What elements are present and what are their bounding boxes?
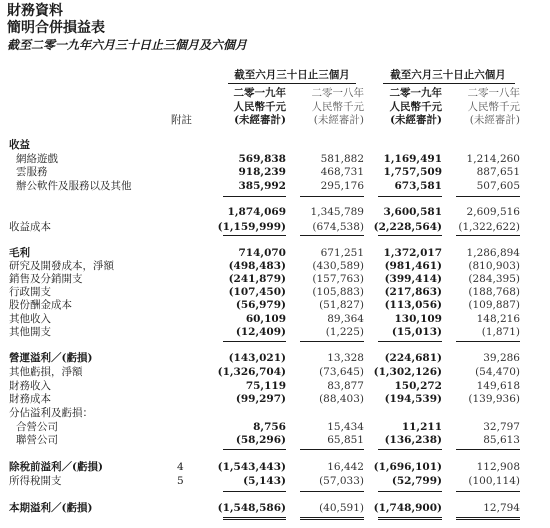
- cell-value: (217,863): [384, 286, 442, 298]
- table-row: [0, 502, 550, 515]
- row-label: 聯營公司: [16, 434, 58, 446]
- row-label: 銷售及分銷開支: [9, 273, 83, 285]
- row-label: 股份酬金成本: [9, 299, 72, 311]
- subtotal-rule: [378, 341, 442, 342]
- cell-value: 581,882: [320, 153, 364, 165]
- row-label: 網絡遊戲: [16, 153, 58, 165]
- cell-value: 89,364: [327, 313, 364, 325]
- cell-value: (143,021): [228, 352, 286, 364]
- cell-value: 1,757,509: [383, 166, 442, 178]
- total-double-rule: [378, 517, 442, 520]
- row-label: 辦公軟件及服務以及其他: [16, 180, 132, 192]
- total-double-rule: [300, 517, 364, 520]
- cell-value: (100,114): [468, 475, 520, 487]
- cell-value: 65,851: [327, 434, 364, 446]
- cell-value: 150,272: [394, 380, 442, 392]
- cell-value: (88,403): [319, 393, 364, 405]
- row-label: 行政開支: [9, 286, 51, 298]
- table-row: [0, 180, 550, 193]
- cell-value: 468,731: [320, 166, 364, 178]
- row-note: 5: [177, 475, 184, 487]
- table-row: [0, 166, 550, 179]
- cell-value: 60,109: [245, 313, 286, 325]
- note-header: 附註: [171, 114, 192, 126]
- cell-value: 149,618: [476, 380, 520, 392]
- cell-value: 569,838: [238, 153, 286, 165]
- cell-value: 887,651: [476, 166, 520, 178]
- table-row: [0, 434, 550, 447]
- cell-value: (5,143): [243, 475, 286, 487]
- cell-value: (284,395): [468, 273, 520, 285]
- three-months-header: 截至六月三十日止三個月: [234, 69, 350, 81]
- cell-value: (1,748,900): [373, 502, 442, 514]
- cell-value: (1,543,443): [217, 461, 286, 473]
- cell-value: (58,296): [235, 434, 286, 446]
- cell-value: 15,434: [327, 421, 364, 433]
- subtotal-rule: [223, 196, 286, 197]
- cell-value: (157,763): [312, 273, 364, 285]
- table-row: [0, 393, 550, 406]
- total-double-rule: [223, 517, 286, 520]
- cell-value: 714,070: [238, 247, 286, 259]
- cell-value: (54,470): [475, 366, 520, 378]
- row-label: 財務收入: [9, 380, 51, 392]
- cell-value: 112,908: [476, 461, 520, 473]
- subtotal-rule: [378, 449, 442, 450]
- cell-value: 671,251: [320, 247, 364, 259]
- cell-value: (241,879): [228, 273, 286, 285]
- subtotal-rule: [378, 491, 442, 492]
- cell-value: (51,827): [319, 299, 364, 311]
- total-double-rule: [456, 517, 520, 520]
- cell-value: 75,119: [245, 380, 286, 392]
- cell-value: 39,286: [483, 352, 520, 364]
- col2-header: 二零一八年 人民幣千元 (未經審計): [311, 87, 364, 126]
- row-label: 所得稅開支: [9, 475, 62, 487]
- col4-header: 二零一八年 人民幣千元 (未經審計): [467, 87, 520, 126]
- subtotal-rule: [378, 196, 442, 197]
- row-label: 合營公司: [16, 421, 58, 433]
- subtotal-rule: [456, 196, 520, 197]
- table-row: [0, 326, 550, 339]
- cell-value: (1,548,586): [217, 502, 286, 514]
- table-row: [0, 273, 550, 286]
- six-months-header: 截至六月三十日止六個月: [390, 69, 506, 81]
- statement-title: 簡明合併損益表: [7, 20, 105, 36]
- subtotal-rule: [456, 491, 520, 492]
- table-row: [0, 221, 550, 234]
- cell-value: (810,903): [468, 260, 520, 272]
- cell-value: 1,169,491: [383, 153, 442, 165]
- cell-value: (139,936): [468, 393, 520, 405]
- cell-value: 1,874,069: [227, 206, 286, 218]
- table-row: [0, 260, 550, 273]
- table-row: [0, 206, 550, 219]
- cell-value: 507,605: [476, 180, 520, 192]
- cell-value: 1,372,017: [383, 247, 442, 259]
- row-label: 本期溢利／(虧損): [9, 502, 93, 514]
- cell-value: (674,538): [312, 221, 364, 233]
- subtotal-rule: [300, 235, 364, 236]
- cell-value: (1,322,622): [458, 221, 520, 233]
- row-label: 營運溢利／(虧損): [9, 352, 93, 364]
- subtotal-rule: [223, 491, 286, 492]
- table-row: [0, 380, 550, 393]
- cell-value: (56,979): [235, 299, 286, 311]
- cell-value: (430,589): [312, 260, 364, 272]
- row-label: 收益: [9, 139, 30, 151]
- table-row: [0, 366, 550, 379]
- cell-value: (136,238): [384, 434, 442, 446]
- row-note: 4: [177, 461, 184, 473]
- subtotal-rule: [223, 235, 286, 236]
- cell-value: (40,591): [319, 502, 364, 514]
- table-row: [0, 247, 550, 260]
- cell-value: (1,159,999): [217, 221, 286, 233]
- subtotal-rule: [378, 235, 442, 236]
- cell-value: 1,214,260: [466, 153, 520, 165]
- row-label: 收益成本: [9, 221, 51, 233]
- subtotal-rule: [456, 449, 520, 450]
- cell-value: (109,887): [468, 299, 520, 311]
- cell-value: (73,645): [319, 366, 364, 378]
- subtotal-rule: [223, 449, 286, 450]
- table-row: [0, 299, 550, 312]
- col1-header: 二零一九年 人民幣千元 (未經審計): [233, 87, 286, 126]
- cell-value: 8,756: [253, 421, 286, 433]
- subtotal-rule: [456, 235, 520, 236]
- cell-value: 13,328: [327, 352, 364, 364]
- cell-value: 148,216: [476, 313, 520, 325]
- cell-value: (107,450): [228, 286, 286, 298]
- cell-value: 3,600,581: [383, 206, 442, 218]
- cell-value: (188,768): [468, 286, 520, 298]
- cell-value: (498,483): [228, 260, 286, 272]
- cell-value: (57,033): [319, 475, 364, 487]
- cell-value: 83,877: [327, 380, 364, 392]
- cell-value: 16,442: [327, 461, 364, 473]
- cell-value: 918,239: [238, 166, 286, 178]
- cell-value: (105,883): [312, 286, 364, 298]
- cell-value: (399,414): [384, 273, 442, 285]
- table-row: [0, 313, 550, 326]
- cell-value: (224,681): [384, 352, 442, 364]
- row-label: 其他開支: [9, 326, 51, 338]
- cell-value: 12,794: [483, 502, 520, 514]
- cell-value: 1,345,789: [310, 206, 364, 218]
- row-label: 其他虧損，淨額: [9, 366, 83, 378]
- cell-value: 11,211: [401, 421, 442, 433]
- cell-value: (1,696,101): [373, 461, 442, 473]
- cell-value: 130,109: [394, 313, 442, 325]
- report-title: 財務資料: [7, 3, 63, 19]
- subtotal-rule: [223, 341, 286, 342]
- row-label: 除稅前溢利／(虧損): [9, 461, 103, 473]
- cell-value: (2,228,564): [373, 221, 442, 233]
- period-caption: 截至二零一九年六月三十日止三個月及六個月: [7, 38, 248, 52]
- cell-value: (1,871): [481, 326, 520, 338]
- cell-value: (981,461): [384, 260, 442, 272]
- cell-value: (12,409): [235, 326, 286, 338]
- table-row: [0, 475, 550, 488]
- cell-value: (15,013): [391, 326, 442, 338]
- table-row: [0, 352, 550, 365]
- row-label: 研究及開發成本，淨額: [9, 260, 114, 272]
- cell-value: (1,302,126): [373, 366, 442, 378]
- row-label: 財務成本: [9, 393, 51, 405]
- cell-value: (194,539): [384, 393, 442, 405]
- subtotal-rule: [300, 196, 364, 197]
- subtotal-rule: [300, 449, 364, 450]
- row-label: 其他收入: [9, 313, 51, 325]
- row-label: 毛利: [9, 247, 30, 259]
- table-row: [0, 421, 550, 434]
- cell-value: (99,297): [235, 393, 286, 405]
- col3-header: 二零一九年 人民幣千元 (未經審計): [389, 87, 442, 126]
- cell-value: 85,613: [483, 434, 520, 446]
- six-months-underline: [383, 83, 515, 84]
- table-row: [0, 139, 550, 152]
- three-months-underline: [228, 83, 356, 84]
- cell-value: 32,797: [483, 421, 520, 433]
- cell-value: 1,286,894: [466, 247, 520, 259]
- subtotal-rule: [456, 341, 520, 342]
- table-row: [0, 286, 550, 299]
- cell-value: 673,581: [394, 180, 442, 192]
- subtotal-rule: [300, 491, 364, 492]
- cell-value: (1,225): [325, 326, 364, 338]
- cell-value: (113,056): [384, 299, 442, 311]
- table-row: [0, 461, 550, 474]
- cell-value: 295,176: [320, 180, 364, 192]
- cell-value: 385,992: [238, 180, 286, 192]
- row-label: 分佔溢利及虧損：: [9, 407, 93, 419]
- cell-value: (52,799): [391, 475, 442, 487]
- cell-value: (1,326,704): [217, 366, 286, 378]
- cell-value: 2,609,516: [466, 206, 520, 218]
- subtotal-rule: [300, 341, 364, 342]
- table-row: [0, 407, 550, 420]
- table-row: [0, 153, 550, 166]
- row-label: 雲服務: [16, 166, 48, 178]
